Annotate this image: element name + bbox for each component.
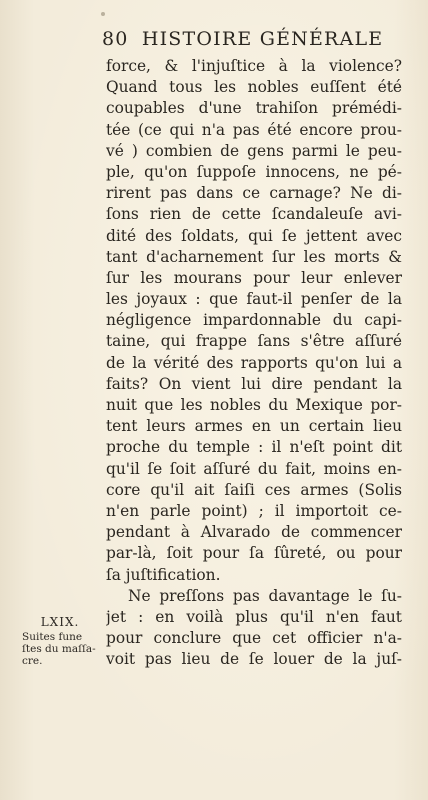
text-line: Quand tous les nobles euſſent été [106, 78, 402, 97]
text-line: ſons rien de cette ſcandaleuſe avi- [106, 205, 402, 224]
text-line: de la vérité des rapports qu'on lui a [106, 353, 402, 372]
text-line: n'en parle point) ; il importoit ce- [106, 501, 402, 520]
text-line: voit pas lieu de ſe louer de la juſ- [106, 650, 402, 669]
text-line: tée (ce qui n'a pas été encore prou- [106, 120, 402, 139]
text-line: pour conclure que cet officier n'a- [106, 629, 402, 648]
text-line: vé ) combien de gens parmi le peu- [106, 141, 402, 160]
text-line: qu'il ſe ſoit aſſuré du fait, moins en- [106, 459, 402, 478]
page-number: 80 [102, 28, 129, 50]
margin-summary-line: cre. [22, 655, 43, 667]
ink-spot [101, 12, 105, 16]
text-line: force, & l'injuſtice à la violence? [106, 57, 402, 75]
text-line: dité des ſoldats, qui ſe jettent avec [106, 226, 402, 245]
text-line: proche du temple : il n'eſt point dit [106, 438, 402, 457]
text-line: jet : en voilà plus qu'il n'en faut [106, 607, 402, 626]
running-title: HISTOIRE GÉNÉRALE [141, 28, 384, 50]
text-line: les joyaux : que faut-il penſer de la [106, 290, 402, 309]
text-line: taine, qui frappe ſans s'être aſſuré [106, 332, 402, 351]
running-header [102, 28, 402, 54]
text-line: négligence impardonnable du capi- [106, 311, 402, 330]
margin-note [18, 616, 102, 667]
text-line: pendant à Alvarado de commencer [106, 523, 402, 542]
margin-summary-line: ſtes du maſſa- [22, 643, 96, 655]
margin-summary-line: Suites fune [22, 631, 83, 643]
text-line: tant d'acharnement ſur les morts & [106, 247, 402, 266]
text-line: coupables d'une trahiſon prémédi- [106, 99, 402, 118]
text-line: core qu'il ait ſaiſi ces armes (Solis [106, 480, 402, 499]
text-line: par-là, ſoit pour ſa ſûreté, ou pour [106, 544, 402, 563]
text-line: nuit que les nobles du Mexique por- [106, 396, 402, 414]
body-text [106, 56, 402, 670]
text-line: ple, qu'on ſuppoſe innocens, ne pé- [106, 162, 402, 181]
text-line: faits? On vient lui dire pendant la [106, 374, 402, 393]
text-line: rirent pas dans ce carnage? Ne di- [106, 184, 402, 203]
text-line: tent leurs armes en un certain lieu [106, 417, 402, 436]
section-number: LXIX. [40, 615, 80, 629]
text-line: Ne preſſons pas davantage le ſu- [128, 586, 402, 605]
text-line: ſa juſtification. [106, 565, 221, 584]
text-line: ſur les mourans pour leur enlever [106, 268, 402, 287]
